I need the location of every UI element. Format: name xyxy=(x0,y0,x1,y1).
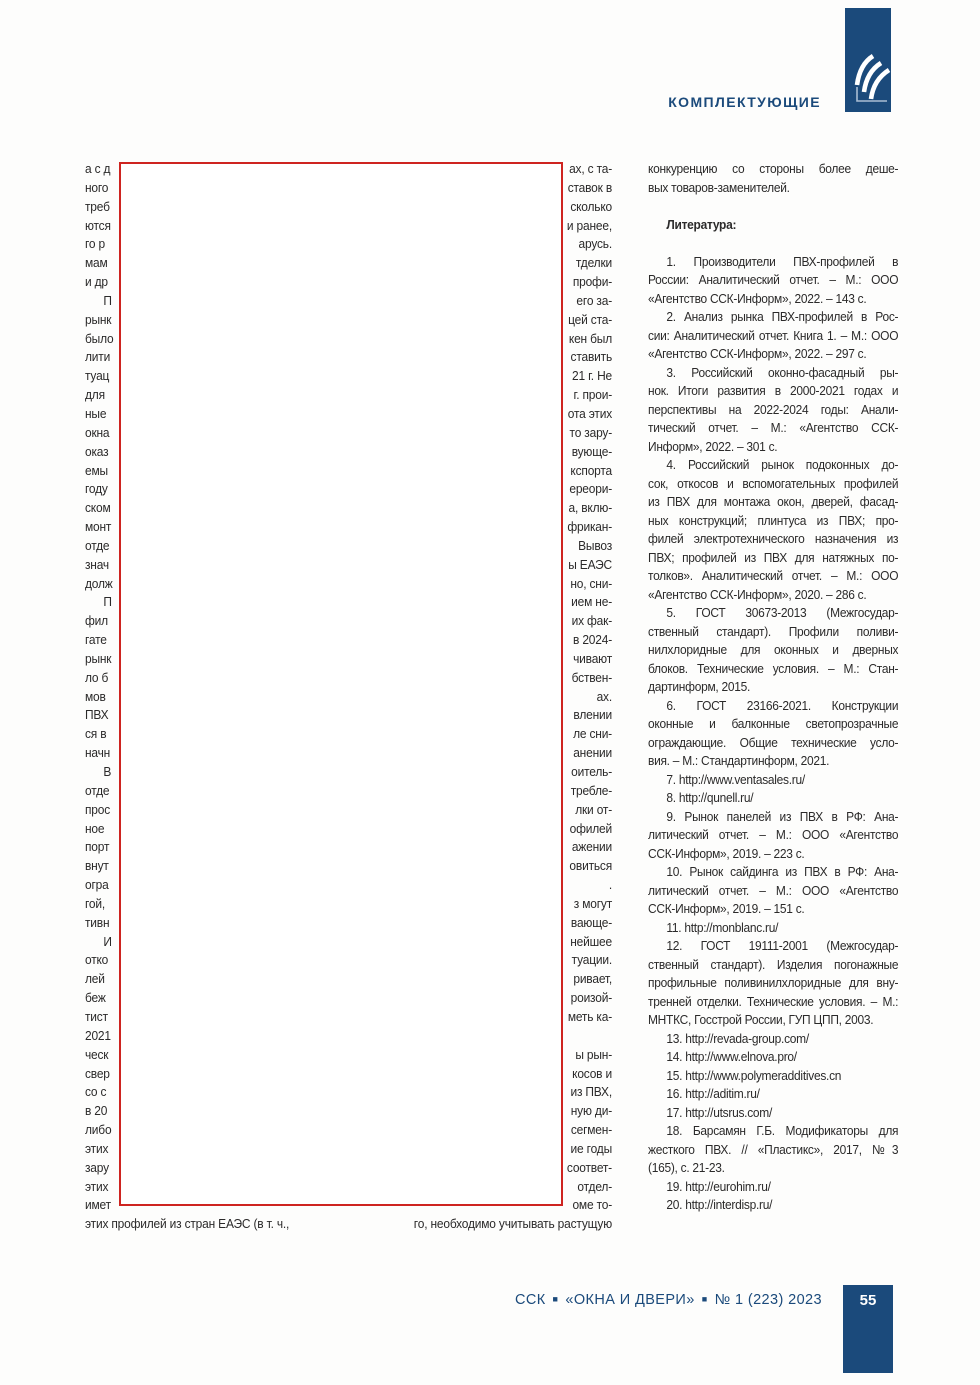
body-text-fragment: лки от- xyxy=(575,801,612,817)
references-column xyxy=(648,160,898,1215)
body-text-fragment: ажении xyxy=(571,839,612,855)
body-text-fragment: И xyxy=(103,933,112,949)
reference-line: 6. ГОСТ 23166-2021. Конструкции xyxy=(666,697,899,713)
body-text-fragment: отко xyxy=(85,952,109,968)
reference-line: тренней отделки. Технические условия. – М.: xyxy=(648,993,899,1009)
square-bullet-icon: ■ xyxy=(701,1294,708,1304)
body-text-fragment: ставок в xyxy=(567,179,612,195)
body-text-fragment: вающе- xyxy=(570,914,612,930)
reference-line xyxy=(648,197,898,216)
reference-line: «Агентство ССК-Информ», 2022. – 297 с. xyxy=(648,346,867,361)
body-text-fragment: со с xyxy=(85,1084,107,1100)
body-text-fragment: оме то- xyxy=(572,1197,612,1213)
body-text-fragment: тивн xyxy=(85,914,110,930)
body-text-fragment: П xyxy=(103,292,112,308)
body-text-fragment: зару xyxy=(85,1159,109,1175)
body-text-fragment: ы ЕАЭС xyxy=(568,556,612,572)
reference-line: ССК-Информ», 2019. – 223 с. xyxy=(648,845,805,861)
reference-line: 2. Анализ рынка ПВХ-профилей в Рос- xyxy=(666,309,899,324)
body-text-fragment: ереори- xyxy=(569,481,612,497)
reference-line: литический отчет. – М.: ООО «Агентство xyxy=(648,827,899,842)
body-text-fragment: ются xyxy=(85,217,111,233)
body-text-fragment: чивают xyxy=(573,650,612,666)
body-text-fragment: для xyxy=(85,387,105,403)
body-text-fragment: влении xyxy=(573,707,612,723)
ssk-logo-graphic xyxy=(845,8,891,112)
body-text-fragment: ставить xyxy=(570,349,612,365)
body-text-fragment: то зару- xyxy=(569,424,612,440)
body-text-fragment: рынк xyxy=(85,311,112,327)
body-text-fragment: этих xyxy=(85,1140,109,1156)
body-text-fragment: тист xyxy=(85,1008,108,1024)
body-text-fragment: кен был xyxy=(568,330,612,346)
body-text-fragment: овиться xyxy=(569,858,612,874)
body-text-fragment: туац xyxy=(85,368,110,384)
reference-line: оконные и балконные светопрозрачные xyxy=(648,716,899,731)
reference-line: 1. Производители ПВХ-профилей в xyxy=(666,253,899,269)
reference-line: Литература: xyxy=(666,216,737,232)
body-text-fragment: начн xyxy=(85,745,111,761)
body-text-fragment: В xyxy=(103,764,112,779)
body-text-fragment: прос xyxy=(85,801,111,817)
reference-line: 20. http://interdisp.ru/ xyxy=(666,1197,773,1212)
footer-issue: № 1 (223) 2023 xyxy=(714,1292,822,1308)
reference-line: ственный стандарт). Изделия погонажные xyxy=(648,956,899,972)
body-text-fragment: в 20 xyxy=(85,1103,108,1119)
body-text-fragment: ПВХ xyxy=(85,707,109,723)
body-text-fragment: внут xyxy=(85,858,109,874)
body-text-fragment: а с д xyxy=(85,161,111,176)
body-text-fragment: го р xyxy=(85,236,105,252)
reference-line: филей электротехнического назначения из xyxy=(648,531,899,546)
body-text-fragment: гате xyxy=(85,632,107,648)
reference-line: нок. Итоги развития в 2000-2021 годах и xyxy=(648,383,899,398)
body-text-fragment: бствен- xyxy=(571,669,612,685)
reference-line: 8. http://qunell.ru/ xyxy=(666,790,754,805)
body-text-fragment: ота этих xyxy=(567,405,612,421)
body-text-fragment: з могут xyxy=(573,895,612,911)
reference-line: России: Аналитический отчет. – М.: ООО xyxy=(648,272,899,287)
reference-line: литический отчет. – М.: ООО «Агентство xyxy=(648,882,899,898)
body-text-fragment: а, вклю- xyxy=(568,500,612,516)
reference-line: 13. http://revada-group.com/ xyxy=(666,1030,809,1046)
section-header: КОМПЛЕКТУЮЩИЕ xyxy=(668,94,821,110)
reference-line: 15. http://www.polymeradditives.cn xyxy=(666,1067,842,1083)
reference-line: 12. ГОСТ 19111-2001 (Межгосудар- xyxy=(666,938,899,953)
body-text-fragment: этих xyxy=(85,1178,109,1194)
reference-line: профильные поливинилхлоридные для вну- xyxy=(648,975,899,990)
reference-line: тический отчет. – М.: «Агентство ССК- xyxy=(648,420,899,435)
body-text-fragment: рынк xyxy=(85,650,112,666)
body-text-fragment: этих профилей из стран ЕАЭС (в т. ч., xyxy=(85,1216,290,1232)
body-text-fragment: фрикан- xyxy=(567,519,612,535)
body-text-fragment: знач xyxy=(85,556,109,572)
body-text-fragment: ием не- xyxy=(571,594,612,610)
reference-line: сии: Аналитический отчет. Книга 1. – М.: ООО xyxy=(648,327,899,343)
body-text-fragment: ы рын- xyxy=(575,1046,612,1062)
body-text-fragment: и ранее, xyxy=(566,217,612,233)
reference-line: перспективы на 2022-2024 годы: Анали- xyxy=(648,401,899,417)
body-text-fragment: ривает, xyxy=(573,971,612,987)
reference-line: 10. Рынок сайдинга из ПВХ в РФ: Ана- xyxy=(666,864,899,879)
body-text-fragment: П xyxy=(103,594,112,610)
reference-line: (165), с. 21-23. xyxy=(648,1160,725,1175)
body-text-fragment: ском xyxy=(85,500,111,516)
reference-line: толков». Аналитический отчет. – М.: ООО xyxy=(648,568,899,583)
reference-line: 9. Рынок панелей из ПВХ в РФ: Ана- xyxy=(666,808,899,824)
ssk-swoosh-logo xyxy=(845,8,891,112)
reference-line: «Агентство ССК-Информ», 2022. – 143 с. xyxy=(648,290,867,306)
body-text-fragment: имет xyxy=(85,1197,111,1213)
reference-line: вых товаров-заменителей. xyxy=(648,179,790,195)
body-text-fragment: го, необходимо учитывать растущую xyxy=(413,1216,612,1232)
body-text-fragment: мам xyxy=(85,255,108,271)
reference-line: сок, откосов и вспомогательных профилей xyxy=(648,475,899,491)
body-text-fragment: требле- xyxy=(570,782,612,798)
body-text-fragment: тделки xyxy=(575,255,612,271)
body-text-fragment: долж xyxy=(85,575,113,591)
reference-line: 18. Барсамян Г.Б. Модификаторы для xyxy=(666,1123,899,1138)
reference-line: ССК-Информ», 2019. – 151 с. xyxy=(648,901,805,916)
body-text-fragment: сегмен- xyxy=(570,1122,612,1138)
reference-line: 14. http://www.elnova.pro/ xyxy=(666,1049,797,1064)
reference-line: 5. ГОСТ 30673-2013 (Межгосудар- xyxy=(666,605,899,620)
reference-line: 11. http://monblanc.ru/ xyxy=(666,919,779,935)
body-text-fragment: нейшее xyxy=(570,933,612,949)
body-text-fragment: из ПВХ, xyxy=(570,1084,612,1100)
body-text-fragment: ного xyxy=(85,179,109,195)
body-text-fragment: беж xyxy=(85,990,106,1006)
body-text-fragment: оитель- xyxy=(571,764,612,779)
body-text-fragment: туации. xyxy=(571,952,612,968)
reference-line: из ПВХ для монтажа окон, дверей, фасад- xyxy=(648,494,899,509)
body-text-fragment: ах, с та- xyxy=(569,161,612,176)
reference-line: дартинформ, 2015. xyxy=(648,679,751,694)
body-text-fragment: емы xyxy=(85,462,108,478)
body-text-fragment: оказ xyxy=(85,443,109,459)
reference-line xyxy=(648,234,898,253)
body-text-fragment: роизой- xyxy=(570,990,612,1006)
annotation-redaction-box xyxy=(119,162,563,1206)
body-text-fragment: 2021 xyxy=(85,1027,111,1043)
body-text-fragment: в 2024- xyxy=(573,632,612,648)
reference-line: вия. – М.: Стандартинформ, 2021. xyxy=(648,753,830,768)
body-text-fragment: офилей xyxy=(569,820,612,836)
body-text-fragment: порт xyxy=(85,839,110,855)
body-text-fragment: сколько xyxy=(570,198,612,214)
reference-line: 4. Российский рынок подоконных до- xyxy=(666,457,899,472)
body-text-fragment: кспорта xyxy=(570,462,612,478)
body-text-fragment: ие годы xyxy=(570,1140,612,1156)
footer-journal-title: «ОКНА И ДВЕРИ» xyxy=(565,1292,695,1308)
reference-line: блоков. Технические условия. – М.: Стан- xyxy=(648,660,899,676)
body-text-fragment: отде xyxy=(85,782,110,798)
reference-line: 17. http://utsrus.com/ xyxy=(666,1104,773,1120)
body-text-fragment: ные xyxy=(85,405,107,421)
body-text-fragment: Вывоз xyxy=(578,537,612,553)
body-text-fragment: ах. xyxy=(596,688,612,704)
reference-line: ограждающие. Общие технические усло- xyxy=(648,734,899,750)
body-text-fragment: ле сни- xyxy=(573,726,612,742)
body-text-fragment: свер xyxy=(85,1065,110,1081)
body-text-fragment: фил xyxy=(85,613,108,629)
reference-line: ПВХ; профилей из ПВХ для натяжных по- xyxy=(648,549,899,565)
body-text-fragment: ческ xyxy=(85,1046,109,1062)
reference-line: 16. http://aditim.ru/ xyxy=(666,1086,760,1101)
body-text-fragment: соответ- xyxy=(566,1159,612,1175)
body-text-fragment: их фак- xyxy=(571,613,612,629)
body-text-fragment: г. прои- xyxy=(573,387,612,403)
body-text-fragment: арусь. xyxy=(578,236,612,252)
body-text-fragment: косов и xyxy=(572,1065,612,1081)
body-text-fragment: окна xyxy=(85,424,110,440)
page-footer xyxy=(515,1292,822,1308)
reference-line: «Агентство ССК-Информ», 2020. – 286 с. xyxy=(648,586,867,602)
body-text-fragment: ное xyxy=(85,820,105,836)
body-text-fragment: ную ди- xyxy=(570,1103,612,1119)
body-text-fragment: треб xyxy=(85,198,110,214)
body-text-fragment: мов xyxy=(85,688,106,704)
reference-line: 19. http://eurohim.ru/ xyxy=(666,1178,771,1194)
body-text-fragment: году xyxy=(85,481,108,497)
body-text-fragment: ло б xyxy=(85,669,109,685)
body-text-fragment: профи- xyxy=(572,274,612,290)
reference-line: конкуренцию со стороны более деше- xyxy=(648,161,899,176)
body-text-fragment: 21 г. Не xyxy=(572,368,612,384)
body-text-fragment: цей ста- xyxy=(568,311,612,327)
body-text-fragment: монт xyxy=(85,519,112,535)
page-number-box xyxy=(843,1285,893,1373)
reference-line: ственный стандарт). Профили поливи- xyxy=(648,623,899,639)
body-text-fragment: либо xyxy=(85,1122,112,1138)
square-bullet-icon: ■ xyxy=(552,1294,559,1304)
body-text-fragment: и др xyxy=(85,274,108,290)
body-text-fragment: гой, xyxy=(85,895,106,911)
reference-line: жесткого ПВХ. // «Пластикс», 2017, №3 xyxy=(648,1141,899,1157)
footer-brand: ССК xyxy=(514,1292,546,1308)
body-text-fragment: его за- xyxy=(576,292,612,308)
body-text-fragment: вующе- xyxy=(571,443,612,459)
reference-line: 3. Российский оконно-фасадный ры- xyxy=(666,364,899,380)
body-text-fragment: отдел- xyxy=(577,1178,612,1194)
body-text-fragment: . xyxy=(608,877,612,893)
body-text-fragment: лити xyxy=(85,349,111,365)
body-text-fragment: было xyxy=(85,330,114,346)
reference-line: ных конструкций; плинтуса из ПВХ; про- xyxy=(648,512,899,528)
body-text-fragment: лей xyxy=(85,971,105,987)
body-text-fragment: огра xyxy=(85,877,109,893)
body-text-fragment: отде xyxy=(85,537,110,553)
body-text-fragment: меть ка- xyxy=(567,1008,612,1024)
body-text-fragment: анении xyxy=(573,745,612,761)
page-number: 55 xyxy=(859,1292,877,1309)
reference-line: нилхлоридные для оконных и дверных xyxy=(648,642,899,657)
reference-line: 7. http://www.ventasales.ru/ xyxy=(666,771,805,787)
body-text-fragment: но, сни- xyxy=(570,575,612,591)
reference-line: МНТКС, Госстрой России, ГУП ЦПП, 2003. xyxy=(648,1012,874,1027)
reference-line: Информ», 2022. – 301 с. xyxy=(648,438,778,454)
body-text-fragment: ся в xyxy=(85,726,107,742)
